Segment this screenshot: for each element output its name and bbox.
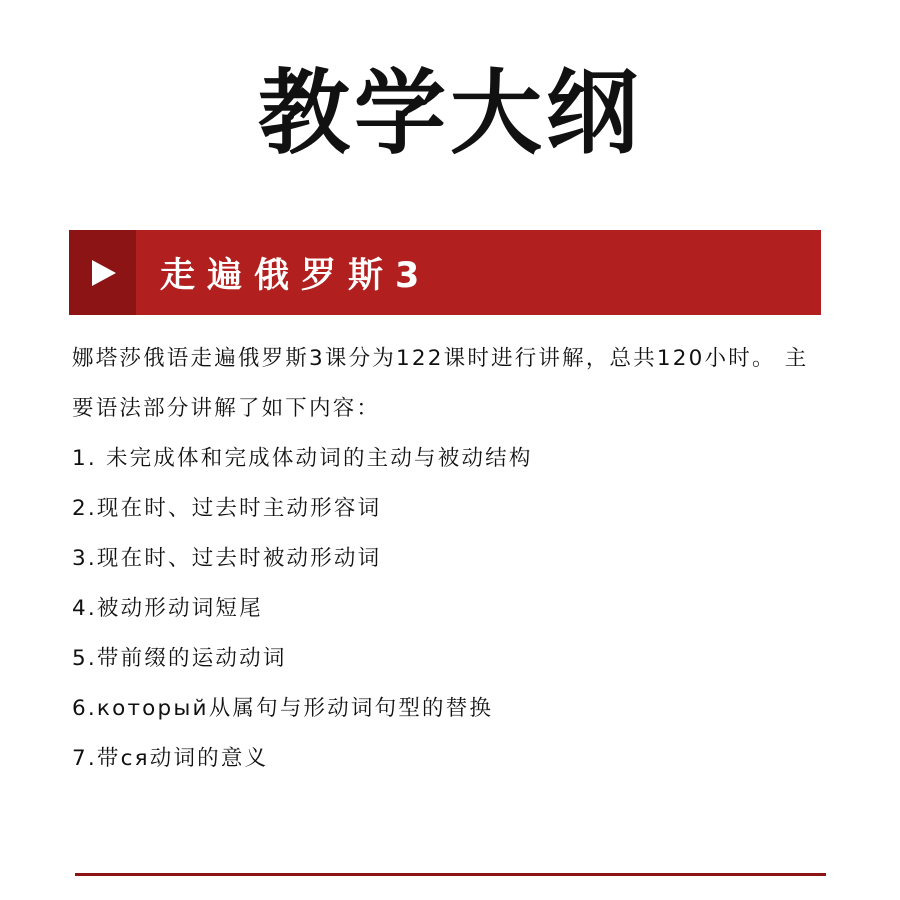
outline-item-3: 3.现在时、过去时被动形动词: [72, 546, 382, 571]
outline-item-2: 2.现在时、过去时主动形容词: [72, 496, 382, 521]
outline-item-4: 4.被动形动词短尾: [72, 596, 263, 621]
outline-item-6: 6.который从属句与形动词句型的替换: [72, 696, 494, 721]
content-body: [72, 334, 832, 784]
outline-item-1: 1. 未完成体和完成体动词的主动与被动结构: [72, 446, 533, 471]
page-title: 教学大纲: [257, 60, 642, 167]
bottom-divider: [75, 873, 826, 876]
outline-item-7: 7.带ся动词的意义: [72, 746, 269, 771]
outline-list: [72, 434, 832, 784]
outline-item-5: 5.带前缀的运动动词: [72, 646, 287, 671]
section-title: 走遍俄罗斯3: [160, 255, 432, 296]
intro-paragraph: 娜塔莎俄语走遍俄罗斯3课分为122课时进行讲解，总共120小时。 主要语法部分讲解了如下内容：: [72, 346, 809, 421]
play-triangle-icon: [88, 258, 118, 288]
section-banner: [69, 230, 821, 315]
banner-icon-box: [69, 230, 136, 315]
